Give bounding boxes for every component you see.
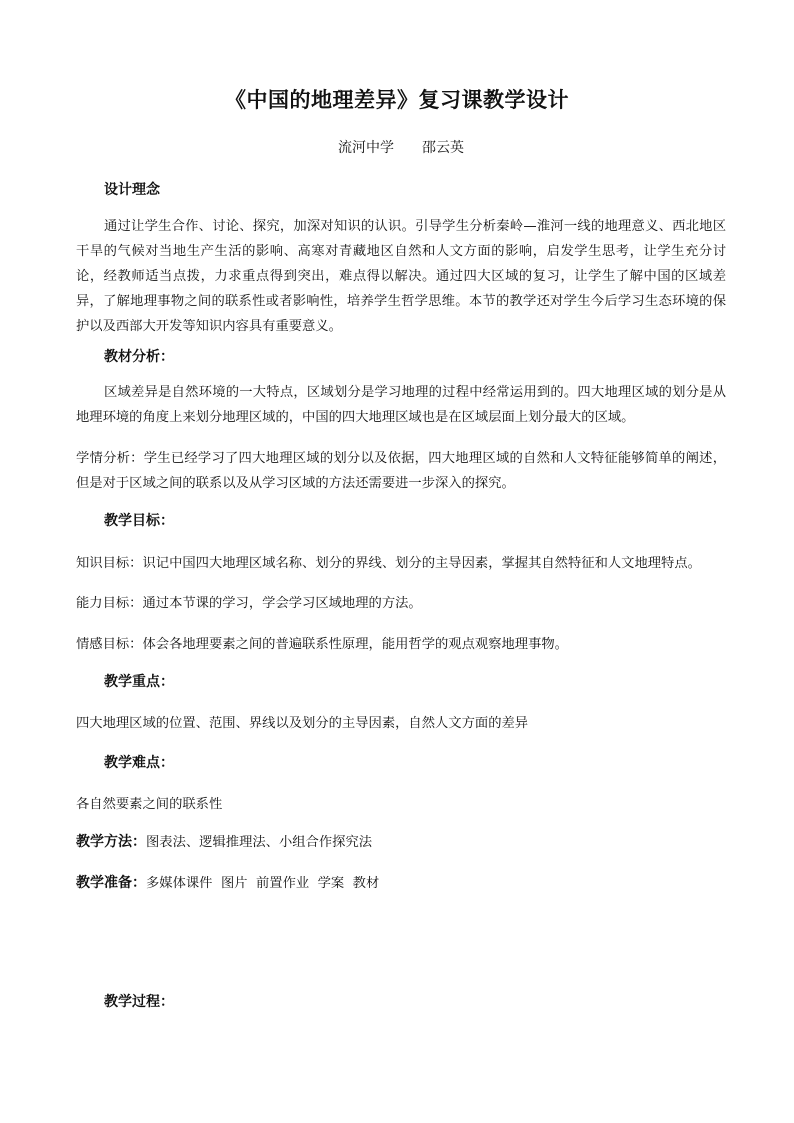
heading-material-analysis: 教材分析：: [104, 349, 174, 365]
objective-knowledge: 知识目标：识记中国四大地理区域名称、划分的界线、划分的主导因素，掌握其自然特征和人文地理特点。: [76, 556, 701, 571]
heading-objectives: 教学目标：: [104, 513, 174, 529]
paragraph-design-concept: 通过让学生合作、讨论、探究，加深对知识的认识。引导学生分析秦岭—淮河一线的地理意义、西北地区干旱的气候对当地生产生活的影响、高寒对青藏地区自然和人文方面的影响，启发学生思考，让学生充分讨论，经教师适当点拨，力求重点得到突出，难点得以解决。通过四大区域的复习，让学生了解中国的区域差异，了解地理事物之间的联系性或者影响性，培养学生哲学思维。本节的教学还对学生今后学习生态环境的保护以及西部大开发等知识内容具有重要意义。: [76, 219, 726, 334]
key-points-text: 四大地理区域的位置、范围、界线以及划分的主导因素，自然人文方面的差异: [76, 716, 529, 731]
heading-process: 教学过程：: [104, 994, 174, 1010]
preparation-line: [76, 872, 736, 892]
heading-difficulties: 教学难点：: [104, 755, 174, 771]
paragraph-learner-analysis: 学情分析：学生已经学习了四大地理区域的划分以及依据，四大地理区域的自然和人文特征能够简单的阐述，但是对于区域之间的联系以及从学习区域的方法还需要进一步深入的探究。: [76, 451, 726, 491]
methods-text: 图表法、逻辑推理法、小组合作探究法: [146, 835, 373, 850]
document-title: 《中国的地理差异》复习课教学设计: [225, 87, 569, 112]
author-line: 流河中学 邵云英: [338, 140, 464, 156]
objective-emotion: 情感目标：体会各地理要素之间的普遍联系性原理，能用哲学的观点观察地理事物。: [76, 637, 568, 652]
objective-ability: 能力目标：通过本节课的学习，学会学习区域地理的方法。: [76, 596, 422, 611]
preparation-label: 教学准备：: [76, 875, 146, 891]
methods-label: 教学方法：: [76, 834, 146, 850]
methods-line: [76, 831, 736, 851]
heading-key-points: 教学重点：: [104, 674, 174, 690]
difficulties-text: 各自然要素之间的联系性: [76, 797, 223, 812]
paragraph-material-analysis: 区域差异是自然环境的一大特点，区域划分是学习地理的过程中经常运用到的。四大地理区域的划分是从地理环境的角度上来划分地理区域的，中国的四大地理区域也是在区域层面上划分最大的区域。: [76, 385, 726, 425]
preparation-text: 多媒体课件 图片 前置作业 学案 教材: [146, 876, 380, 891]
heading-design-concept: 设计理念: [104, 182, 160, 198]
